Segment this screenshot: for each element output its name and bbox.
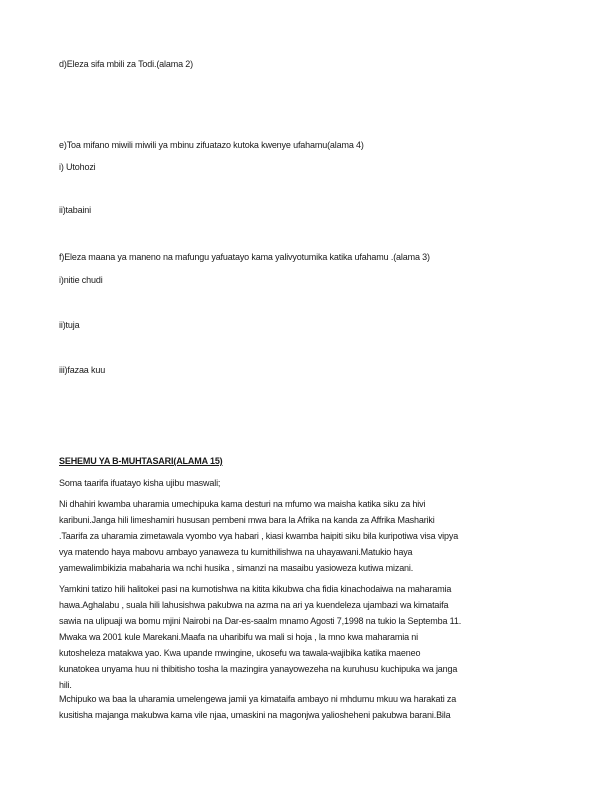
paragraph-3 (59, 691, 456, 723)
question-d: d)Eleza sifa mbili za Todi.(alama 2) (59, 59, 193, 69)
question-e-i: i) Utohozi (59, 162, 96, 172)
text-line: hawa.Aghalabu , suala hili lahusishwa pakubwa na azma na ari ya kuendeleza ujambazi wa kimataifa (59, 600, 449, 610)
text-line: Mchipuko wa baa la uharamia umelengewa jamii ya kimataifa ambayo ni mhdumu mkuu wa harakati za (59, 694, 457, 704)
text-line: karibuni.Janga hili limeshamiri hususan pembeni mwa bara la Afrika na kanda za Affrika Mashariki (59, 515, 435, 525)
text-line: Yamkini tatizo hili halitokei pasi na kumotishwa na kitita kikubwa cha fidia kinachodaiwa na maharamia (59, 584, 452, 594)
question-f: f)Eleza maana ya maneno na mafungu yafuatayo kama yalivyotumika katika ufahamu .(alama 3) (59, 252, 430, 262)
question-f-i: i)nitie chudi (59, 275, 103, 285)
text-line: Ni dhahiri kwamba uharamia umechipuka kama desturi na mfumo wa maisha katika siku za hivi (59, 499, 426, 509)
text-line: kutosheleza matakwa yao. Kwa upande mwingine, ukosefu wa tawala-wajibika katika maeneo (59, 648, 421, 658)
text-line: hili. (59, 680, 72, 690)
question-f-ii: ii)tuja (59, 320, 80, 330)
question-e: e)Toa mifano miwili miwili ya mbinu zifuatazo kutoka kwenye ufahamu(alama 4) (59, 140, 364, 150)
text-line: .Taarifa za uharamia zimetawala vyombo vya habari , kiasi kwamba haipiti siku bila kuripotiwa visa vipya (59, 531, 459, 541)
question-f-iii: iii)fazaa kuu (59, 365, 106, 375)
section-instruction: Soma taarifa ifuatayo kisha ujibu maswali; (59, 478, 221, 488)
paragraph-1 (59, 496, 458, 576)
text-line: kunatokea unyama huu ni thibitisho tosha la mazingira yanayowezeha na kuruhusu kuchipuka wa janga (59, 664, 458, 674)
text-line: kusitisha majanga makubwa kama vile njaa, umaskini na magonjwa yaliosheheni pakubwa barani.Bila (59, 710, 451, 720)
paragraph-2 (59, 581, 461, 693)
text-line: vya matendo haya mabovu ambayo yanaweza tu kumithilishwa na uhayawani.Matukio haya (59, 547, 413, 557)
text-line: yamewalimbikizia mabaharia wa nchi husika , simanzi na masaibu yasioweza kutiwa mizani. (59, 563, 414, 573)
question-e-ii: ii)tabaini (59, 205, 92, 215)
text-line: sawia na ulipuaji wa bomu mjini Nairobi na Dar-es-saalm mnamo Agosti 7,1998 na tukio la Septemba 11. (59, 616, 462, 626)
text-line: Mwaka wa 2001 kule Marekani.Maafa na uharibifu wa mali si hoja , la mno kwa maharamia ni (59, 632, 418, 642)
section-heading: SEHEMU YA B-MUHTASARI(ALAMA 15) (59, 456, 223, 466)
